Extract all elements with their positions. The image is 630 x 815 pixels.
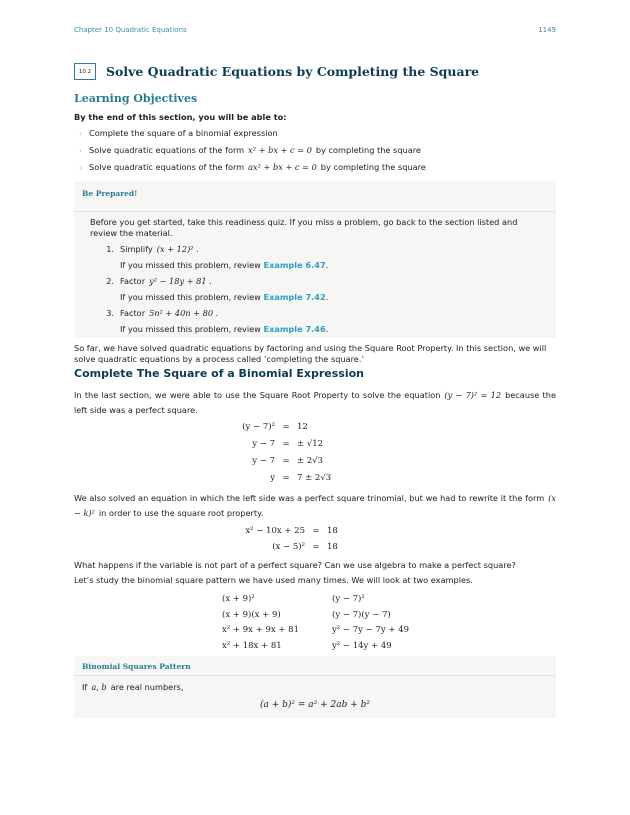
objective-item xyxy=(74,125,556,142)
objective-text-end: by completing the square xyxy=(315,145,421,155)
example-step: y² − 14y + 49 xyxy=(332,640,392,651)
quiz-number: 3. xyxy=(106,308,114,318)
text: because the left side was a perfect square. xyxy=(74,390,556,415)
eq-lhs: (y − 7)² xyxy=(242,421,275,432)
quiz-item xyxy=(90,308,540,334)
section-number-badge: 10.2 xyxy=(74,63,96,80)
quiz-verb: Simplify xyxy=(120,244,153,254)
objectives-list xyxy=(74,125,556,176)
example-step: (x + 9)(x + 9) xyxy=(222,609,281,620)
eq-lhs: y − 7 xyxy=(252,438,275,449)
eq-op: = xyxy=(282,438,290,449)
eq-op: = xyxy=(282,421,290,432)
text: In the last section, we were able to use the Square Root Property to solve the equation xyxy=(74,390,441,400)
objective-item xyxy=(74,159,556,176)
subsection-heading: Complete The Square of a Binomial Expression xyxy=(74,367,364,380)
objective-math: ax² + bx + c = 0 xyxy=(248,162,317,172)
quiz-item xyxy=(90,276,540,302)
quiz-review-text: If you missed this problem, review xyxy=(120,323,261,334)
eq-rhs: ± 2√3 xyxy=(297,455,324,466)
example-step: (y − 7)(y − 7) xyxy=(332,609,391,620)
objectives-intro: By the end of this section, you will be able to: xyxy=(74,112,287,122)
example-link[interactable]: Example 7.46 xyxy=(263,323,326,334)
text: in order to use the square root property. xyxy=(98,508,264,518)
quiz-verb: Factor xyxy=(120,276,146,286)
paragraph-examples-intro: Let’s study the binomial square pattern we have used many times. We will look at two examples. xyxy=(74,575,473,585)
inline-math: (y − 7)² = 12 xyxy=(444,390,502,400)
quiz-math: y² − 18y + 81 . xyxy=(149,276,212,286)
be-prepared-box xyxy=(74,181,556,338)
eq-rhs: 18 xyxy=(327,526,338,536)
punct: . xyxy=(325,323,329,334)
example-step: (x + 9)² xyxy=(222,594,255,604)
objective-text-end: by completing the square xyxy=(320,162,426,172)
quiz-math: 5n² + 40n + 80 . xyxy=(149,308,219,318)
eq-op: = xyxy=(282,472,290,483)
eq-rhs: 18 xyxy=(327,542,338,552)
example-step: x² + 9x + 9x + 81 xyxy=(222,625,299,635)
objective-item xyxy=(74,142,556,159)
page-number: 1149 xyxy=(538,26,556,34)
quiz-number: 2. xyxy=(106,276,114,286)
equation-block-2 xyxy=(195,523,338,555)
example-left-column xyxy=(222,594,299,656)
example-link[interactable]: Example 6.47 xyxy=(263,259,326,270)
text: If xyxy=(82,682,88,692)
be-prepared-intro: Before you get started, take this readiness quiz. If you miss a problem, go back to the section listed and review the material. xyxy=(90,217,518,238)
inline-math: (x − k)² xyxy=(74,493,556,518)
punct: . xyxy=(325,259,329,270)
section-title-row xyxy=(74,63,479,80)
example-right-column xyxy=(332,594,409,656)
eq-op: = xyxy=(312,526,320,536)
pattern-formula: (a + b)² = a² + 2ab + b² xyxy=(259,700,370,710)
eq-op: = xyxy=(282,455,290,466)
paragraph-intro: So far, we have solved quadratic equations by factoring and using the Square Root Property. In this section, we will solve quadratic equations by a process called ‘completing the square.’ xyxy=(74,343,547,364)
learning-objectives-heading: Learning Objectives xyxy=(74,92,198,105)
eq-rhs: 12 xyxy=(297,421,308,432)
example-step: y² − 7y − 7y + 49 xyxy=(332,625,410,635)
be-prepared-heading: Be Prepared! xyxy=(74,181,556,212)
eq-lhs: y xyxy=(270,472,275,483)
quiz-review-text: If you missed this problem, review xyxy=(120,291,261,302)
example-step: x² + 18x + 81 xyxy=(222,640,282,651)
binomial-squares-pattern-box xyxy=(74,656,556,718)
section-title: Solve Quadratic Equations by Completing the Square xyxy=(106,64,480,79)
equation-block-1 xyxy=(205,418,331,486)
eq-rhs: 7 ± 2√3 xyxy=(297,472,332,483)
punct: . xyxy=(325,291,329,302)
paragraph-trinomial xyxy=(74,491,556,521)
objective-text: › Solve quadratic equations of the form xyxy=(89,162,245,172)
eq-lhs: (x − 5)² xyxy=(272,542,305,552)
example-step: (y − 7)² xyxy=(332,594,365,604)
example-link[interactable]: Example 7.42 xyxy=(263,291,326,302)
paragraph-square-root xyxy=(74,388,556,418)
quiz-verb: Factor xyxy=(120,308,146,318)
quiz-item xyxy=(90,244,540,270)
eq-lhs: x² − 10x + 25 xyxy=(245,526,305,536)
quiz-math: (x + 12)² . xyxy=(156,244,199,254)
pattern-heading: Binomial Squares Pattern xyxy=(74,656,556,676)
chapter-header: Chapter 10 Quadratic Equations xyxy=(74,26,187,34)
objective-text: › Complete the square of a binomial expression xyxy=(89,128,278,138)
eq-rhs: ± √12 xyxy=(297,438,324,449)
objective-text: › Solve quadratic equations of the form xyxy=(89,145,245,155)
eq-op: = xyxy=(312,542,320,552)
quiz-number: 1. xyxy=(106,244,114,254)
quiz-review-text: If you missed this problem, review xyxy=(120,259,261,270)
text: are real numbers, xyxy=(110,682,184,692)
inline-math: a, b xyxy=(91,682,107,692)
objective-math: x² + bx + c = 0 xyxy=(248,145,312,155)
text: We also solved an equation in which the left side was a perfect square trinomial, but we had to rewrite it the form xyxy=(74,493,545,503)
eq-lhs: y − 7 xyxy=(252,455,275,466)
paragraph-question: What happens if the variable is not part of a perfect square? Can we use algebra to make a perfect square? xyxy=(74,560,516,570)
